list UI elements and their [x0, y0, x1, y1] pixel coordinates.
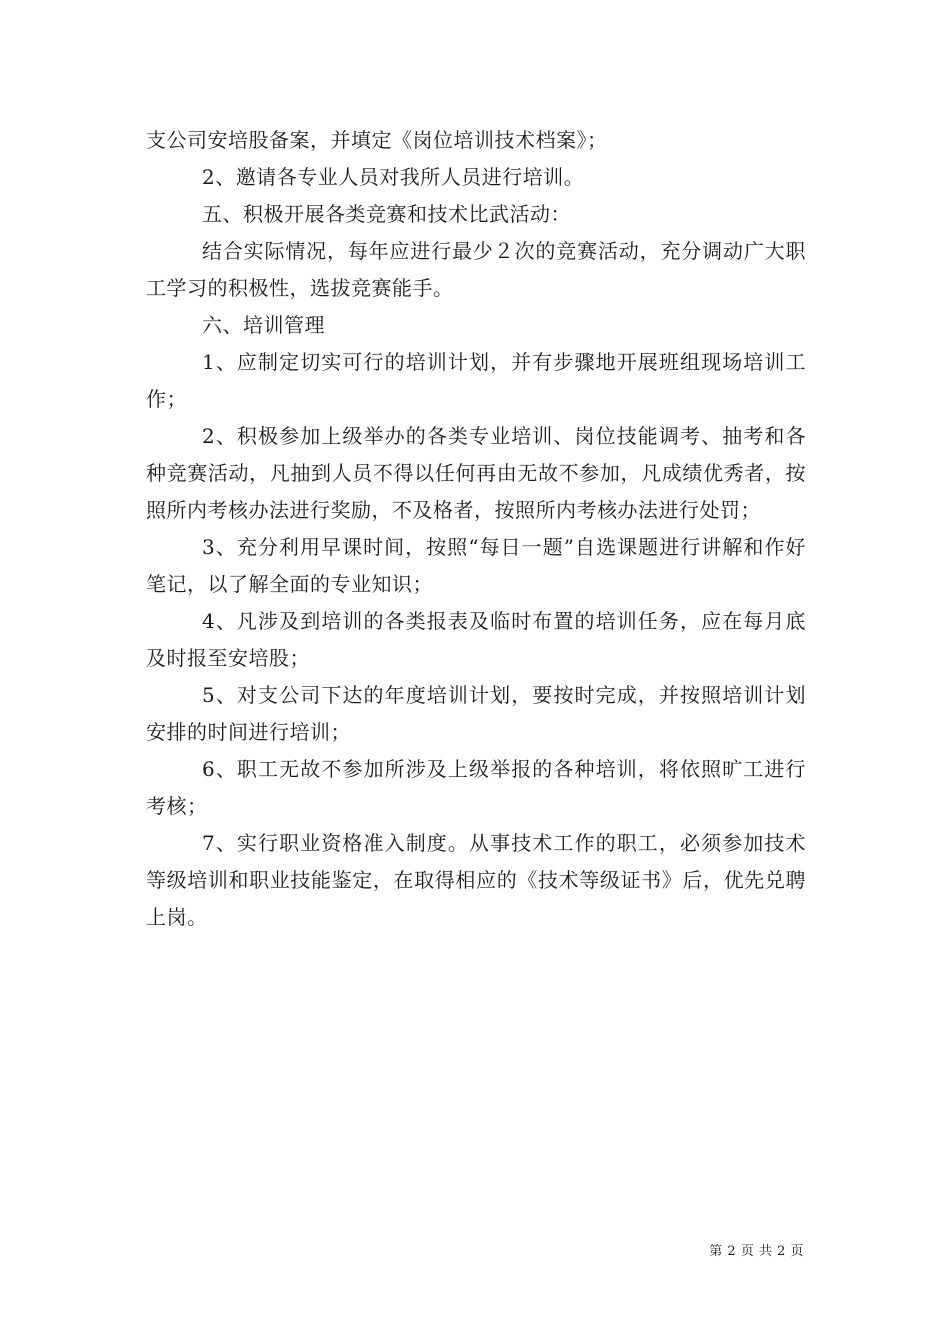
- section-heading: 六、培训管理: [202, 313, 325, 337]
- page-number-footer: 第 2 页 共 2 页: [709, 1244, 804, 1259]
- list-item: 2、积极参加上级举办的各类专业培训、岗位技能调考、抽考和各种竞赛活动，凡抽到人员不得以任何再由无故不参加，凡成绩优秀者，按照所内考核办法进行奖励，不及格者，按照所内考核办法进行处罚；: [146, 424, 806, 522]
- list-item: 7、实行职业资格准入制度。从事技术工作的职工，必须参加技术等级培训和职业技能鉴定，在取得相应的《技术等级证书》后，优先兑聘上岗。: [146, 831, 806, 929]
- section-heading: 五、积极开展各类竞赛和技术比武活动：: [202, 202, 571, 226]
- list-item: 5、对支公司下达的年度培训计划，要按时完成，并按照培训计划安排的时间进行培训；: [146, 683, 806, 744]
- list-item: 6、职工无故不参加所涉及上级举报的各种培训，将依照旷工进行考核；: [146, 757, 806, 818]
- list-item: 1、应制定切实可行的培训计划，并有步骤地开展班组现场培训工作；: [146, 350, 806, 411]
- document-body: [146, 122, 806, 936]
- paragraph: 支公司安培股备案，并填定《岗位培训技术档案》；: [146, 128, 608, 152]
- paragraph: 结合实际情况，每年应进行最少２次的竞赛活动，充分调动广大职工学习的积极性，选拔竞赛能手。: [146, 239, 806, 300]
- list-item: 4、凡涉及到培训的各类报表及临时布置的培训任务，应在每月底及时报至安培股；: [146, 609, 806, 670]
- list-item: 3、充分利用早课时间，按照“每日一题”自选课题进行讲解和作好笔记，以了解全面的专业知识；: [146, 535, 806, 596]
- paragraph: 2、邀请各专业人员对我所人员进行培训。: [202, 165, 585, 189]
